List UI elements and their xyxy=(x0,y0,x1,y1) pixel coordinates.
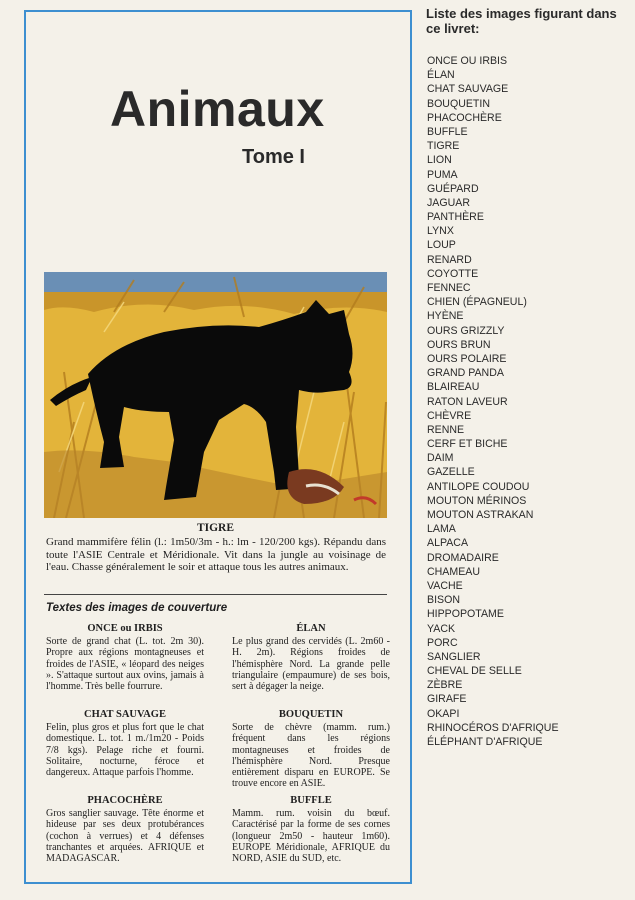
cover-entry-text: Felin, plus gros et plus fort que le chat domestique. L. tot. 1 m./1m20 - Poids 7/8 kgs). Pelage riche et fourni. Solitaire, nocturne, féroce et dangereux. Attaque parfois l'homme. xyxy=(46,722,204,779)
image-list-item: MOUTON MÉRINOS xyxy=(427,494,527,507)
cover-entry-text: Sorte de chèvre (mamm. rum.) fréquent dans les régions montagneuses et froides de l'hémisphère Nord. Presque entièrement disparu en EUROPE. Se trouve encore en ASIE. xyxy=(232,722,390,790)
cover-entry-title: ÉLAN xyxy=(296,623,326,634)
image-list-item: ZÈBRE xyxy=(427,679,463,692)
image-list-item: GAZELLE xyxy=(427,466,475,479)
featured-animal-description: Grand mammifère félin (l.: 1m50/3m - h.: lm - 120/200 kgs). Répandu dans toute l'ASIE Centrale et Méridionale. Vit dans la jungle au voisinage de l'eau. Chasse généralement le soir et attaque tous les autres animaux. xyxy=(46,536,386,573)
cover-entry-title: CHAT SAUVAGE xyxy=(84,709,166,720)
image-list-item: FENNEC xyxy=(427,282,471,294)
image-list-item: ANTILOPE COUDOU xyxy=(427,480,530,493)
cover-entry-title: BOUQUETIN xyxy=(278,709,344,720)
image-list-item: BOUQUETIN xyxy=(427,97,490,110)
cover-entry-text: Mamm. rum. voisin du bœuf. Caractérisé par la forme de ses cornes (longueur 2m50 - hauteur 1m60). EUROPE Méridionale, AFRIQUE du NORD, ASIE du SUD, etc. xyxy=(232,808,390,865)
cover-entry-title: ONCE ou IRBIS xyxy=(87,623,163,634)
cover-entry-bouquetin xyxy=(232,708,390,790)
image-list-item: OURS POLAIRE xyxy=(427,352,507,365)
image-list-item: GRAND PANDA xyxy=(427,367,504,380)
image-list-item: ÉLÉPHANT D'AFRIQUE xyxy=(427,736,543,748)
image-list-item: DAIM xyxy=(427,452,454,465)
featured-animal-name: TIGRE xyxy=(196,522,235,534)
image-list-item: CHAT SAUVAGE xyxy=(427,83,509,96)
image-list-item: YACK xyxy=(427,622,456,635)
section-divider xyxy=(44,594,387,595)
image-list-item: PUMA xyxy=(427,168,458,181)
image-list-item: ALPACA xyxy=(427,537,469,550)
cover-entry-text: Gros sanglier sauvage. Tête énorme et hideuse par ses deux protubérances (cochon à verrues) et 4 défenses tranchantes et arquées. AFRIQUE et MADAGASCAR. xyxy=(46,808,204,865)
image-list-item: ÉLAN xyxy=(427,69,455,82)
cover-entry-text: Le plus grand des cervidés (L. 2m60 - H. 2m). Régions froides de l'hémisphère Nord. La grande pelle triangulaire (empaumure) de ses bois, sert à dégager la neige. xyxy=(232,636,390,693)
image-list-item: HIPPOPOTAME xyxy=(427,608,504,621)
image-list-item: RENARD xyxy=(427,253,472,266)
image-list-item: RHINOCÉROS D'AFRIQUE xyxy=(427,721,559,734)
image-list-item: SANGLIER xyxy=(427,650,481,663)
image-list-item: CHEVAL DE SELLE xyxy=(427,665,522,678)
image-list-item: PHACOCHÈRE xyxy=(427,111,502,124)
image-list-item: BUFFLE xyxy=(427,125,468,138)
image-list-item: LION xyxy=(427,154,452,167)
booklet-title: Animaux xyxy=(110,81,325,137)
image-list-item: LOUP xyxy=(427,239,456,252)
image-list-item: HYÈNE xyxy=(427,310,464,323)
image-list-item: DROMADAIRE xyxy=(427,551,499,564)
image-list-item: MOUTON ASTRAKAN xyxy=(427,509,534,521)
cover-entry-title: BUFFLE xyxy=(290,795,332,806)
cover-entry-title: PHACOCHÈRE xyxy=(87,795,163,806)
image-list-item: CERF ET BICHE xyxy=(427,438,508,451)
cover-texts-heading: Textes des images de couverture xyxy=(46,602,228,614)
image-list-item: OURS GRIZZLY xyxy=(427,324,505,337)
image-list-item: CHIEN (ÉPAGNEUL) xyxy=(427,296,527,309)
image-list-item: GUÉPARD xyxy=(427,182,479,195)
image-list-item: LYNX xyxy=(427,225,454,238)
image-list-item: OKAPI xyxy=(427,707,460,720)
image-list-item: CHÈVRE xyxy=(427,409,472,422)
image-list-item: GIRAFE xyxy=(427,693,467,706)
image-list-item: CHAMEAU xyxy=(427,565,480,578)
image-list-item: BLAIREAU xyxy=(427,381,480,394)
image-list-item: JAGUAR xyxy=(427,196,470,209)
image-list-item: BISON xyxy=(427,594,460,607)
image-list-item: TIGRE xyxy=(427,140,460,153)
tiger-illustration xyxy=(44,272,387,518)
image-list-item: COYOTTE xyxy=(427,267,479,280)
booklet-subtitle: Tome I xyxy=(242,146,305,168)
cover-entry-buffle xyxy=(232,794,390,864)
cover-entry-elan xyxy=(232,622,390,692)
cover-entry-once xyxy=(46,622,204,692)
image-list-item: VACHE xyxy=(427,579,463,592)
image-list-item: RENNE xyxy=(427,423,465,436)
cover-entry-chat-sauvage xyxy=(46,708,204,778)
cover-entry-text: Sorte de grand chat (L. tot. 2m 30). Propre aux régions montagneuses et froides de l'ASIE, « léopard des neiges ». S'attaque surtout aux ovins, jamais à l'homme. Très belle fourrure. xyxy=(46,636,204,693)
image-list-item: PANTHÈRE xyxy=(427,211,484,224)
image-list-item: ONCE OU IRBIS xyxy=(427,55,508,67)
image-list-item: LAMA xyxy=(427,523,456,536)
image-list-item: PORC xyxy=(427,636,458,649)
image-list-heading: Liste des images figurant dans ce livret: xyxy=(426,6,617,36)
cover-entry-phacochere xyxy=(46,794,204,864)
image-list xyxy=(427,54,559,749)
image-list-item: OURS BRUN xyxy=(427,338,491,351)
image-list-item: RATON LAVEUR xyxy=(427,395,508,408)
